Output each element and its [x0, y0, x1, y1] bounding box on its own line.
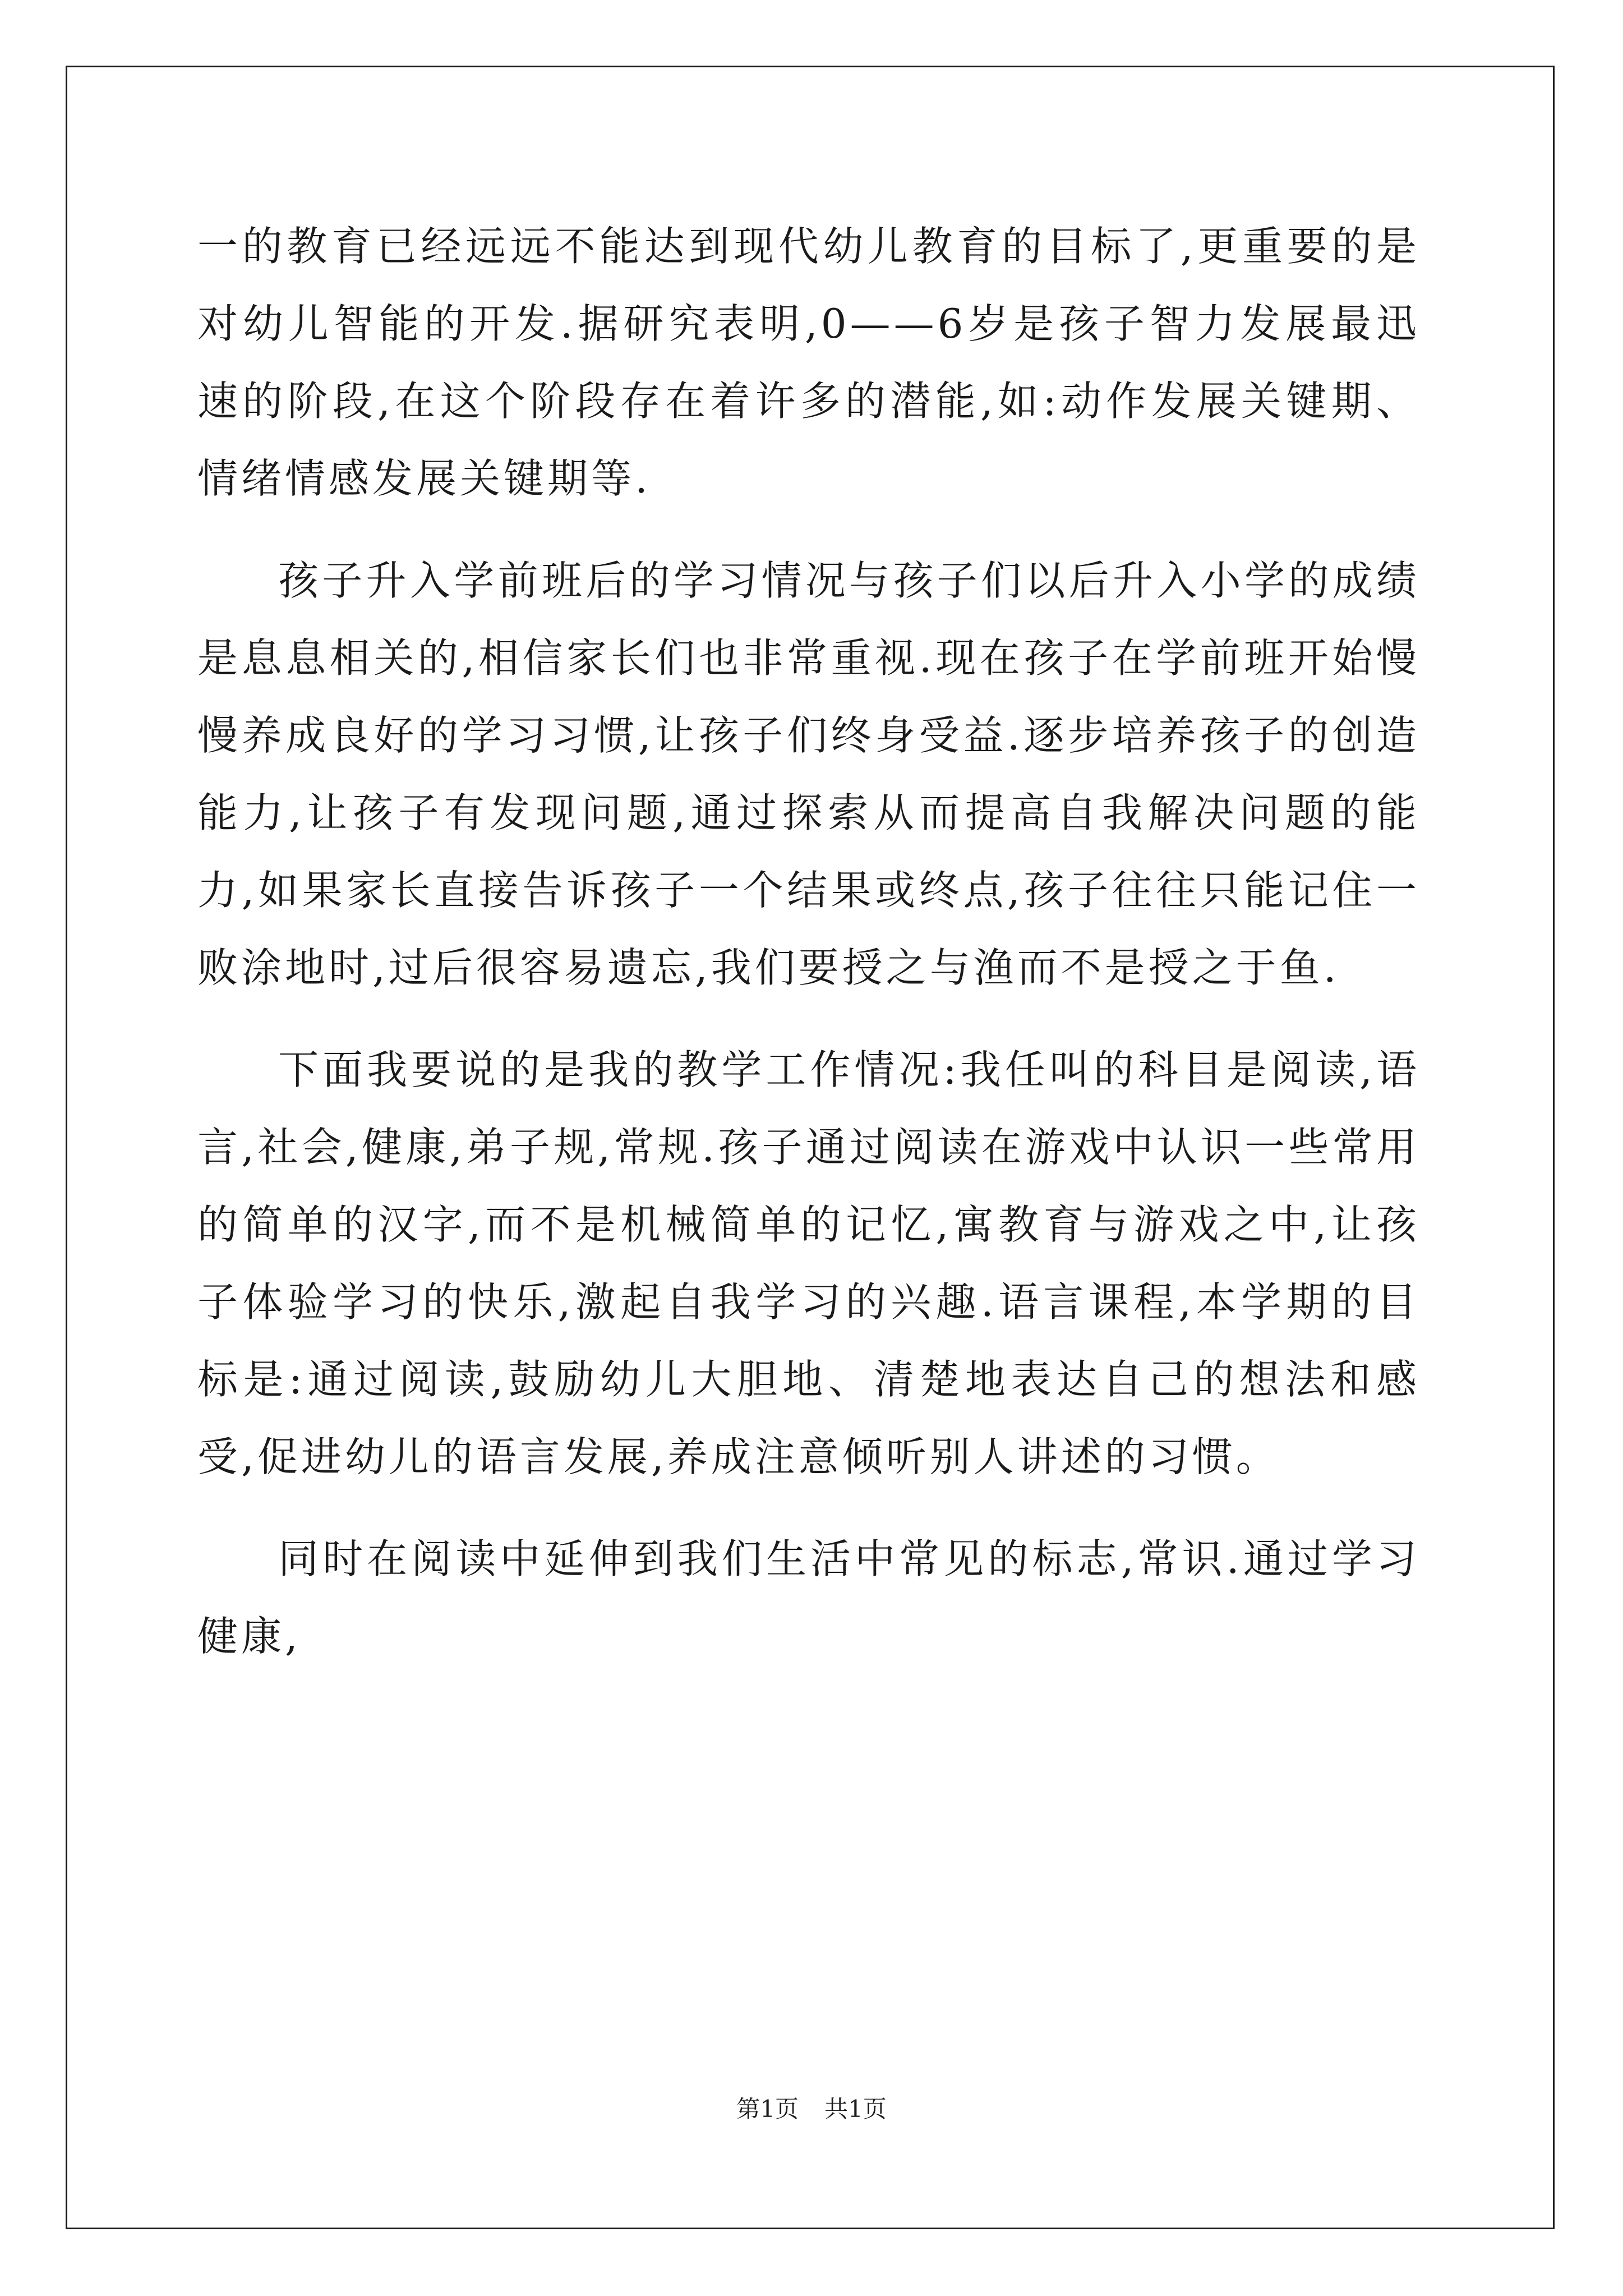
- page-number: 第1页: [736, 2095, 799, 2123]
- paragraph-3: 下面我要说的是我的教学工作情况:我任叫的科目是阅读,语言,社会,健康,弟子规,常规.孩子通过阅读在游戏中认识一些常用的简单的汉字,而不是机械简单的记忆,寓教育与游戏之中,让孩子体验学习的快乐,激起自我学习的兴趣.语言课程,本学期的目标是:通过阅读,鼓励幼儿大胆地、清楚地表达自己的想法和感受,促进幼儿的语言发展,养成注意倾听别人讲述的习惯。: [197, 1046, 1420, 1480]
- total-pages: 共1页: [824, 2095, 887, 2123]
- paragraph-4: 同时在阅读中延伸到我们生活中常见的标志,常识.通过学习健康,: [197, 1535, 1420, 1660]
- page-footer: [0, 2091, 1623, 2124]
- paragraph-1: 一的教育已经远远不能达到现代幼儿教育的目标了,更重要的是对幼儿智能的开发.据研究表明,0——6岁是孩子智力发展最迅速的阶段,在这个阶段存在着许多的潜能,如:动作发展关键期、情绪情感发展关键期等.: [197, 223, 1420, 502]
- paragraph-2: 孩子升入学前班后的学习情况与孩子们以后升入小学的成绩是息息相关的,相信家长们也非常重视.现在孩子在学前班开始慢慢养成良好的学习习惯,让孩子们终身受益.逐步培养孩子的创造能力,让孩子有发现问题,通过探索从而提高自我解决问题的能力,如果家长直接告诉孩子一个结果或终点,孩子往往只能记住一败涂地时,过后很容易遗忘,我们要授之与渔而不是授之于鱼.: [197, 557, 1420, 991]
- document-body: [197, 208, 1420, 1700]
